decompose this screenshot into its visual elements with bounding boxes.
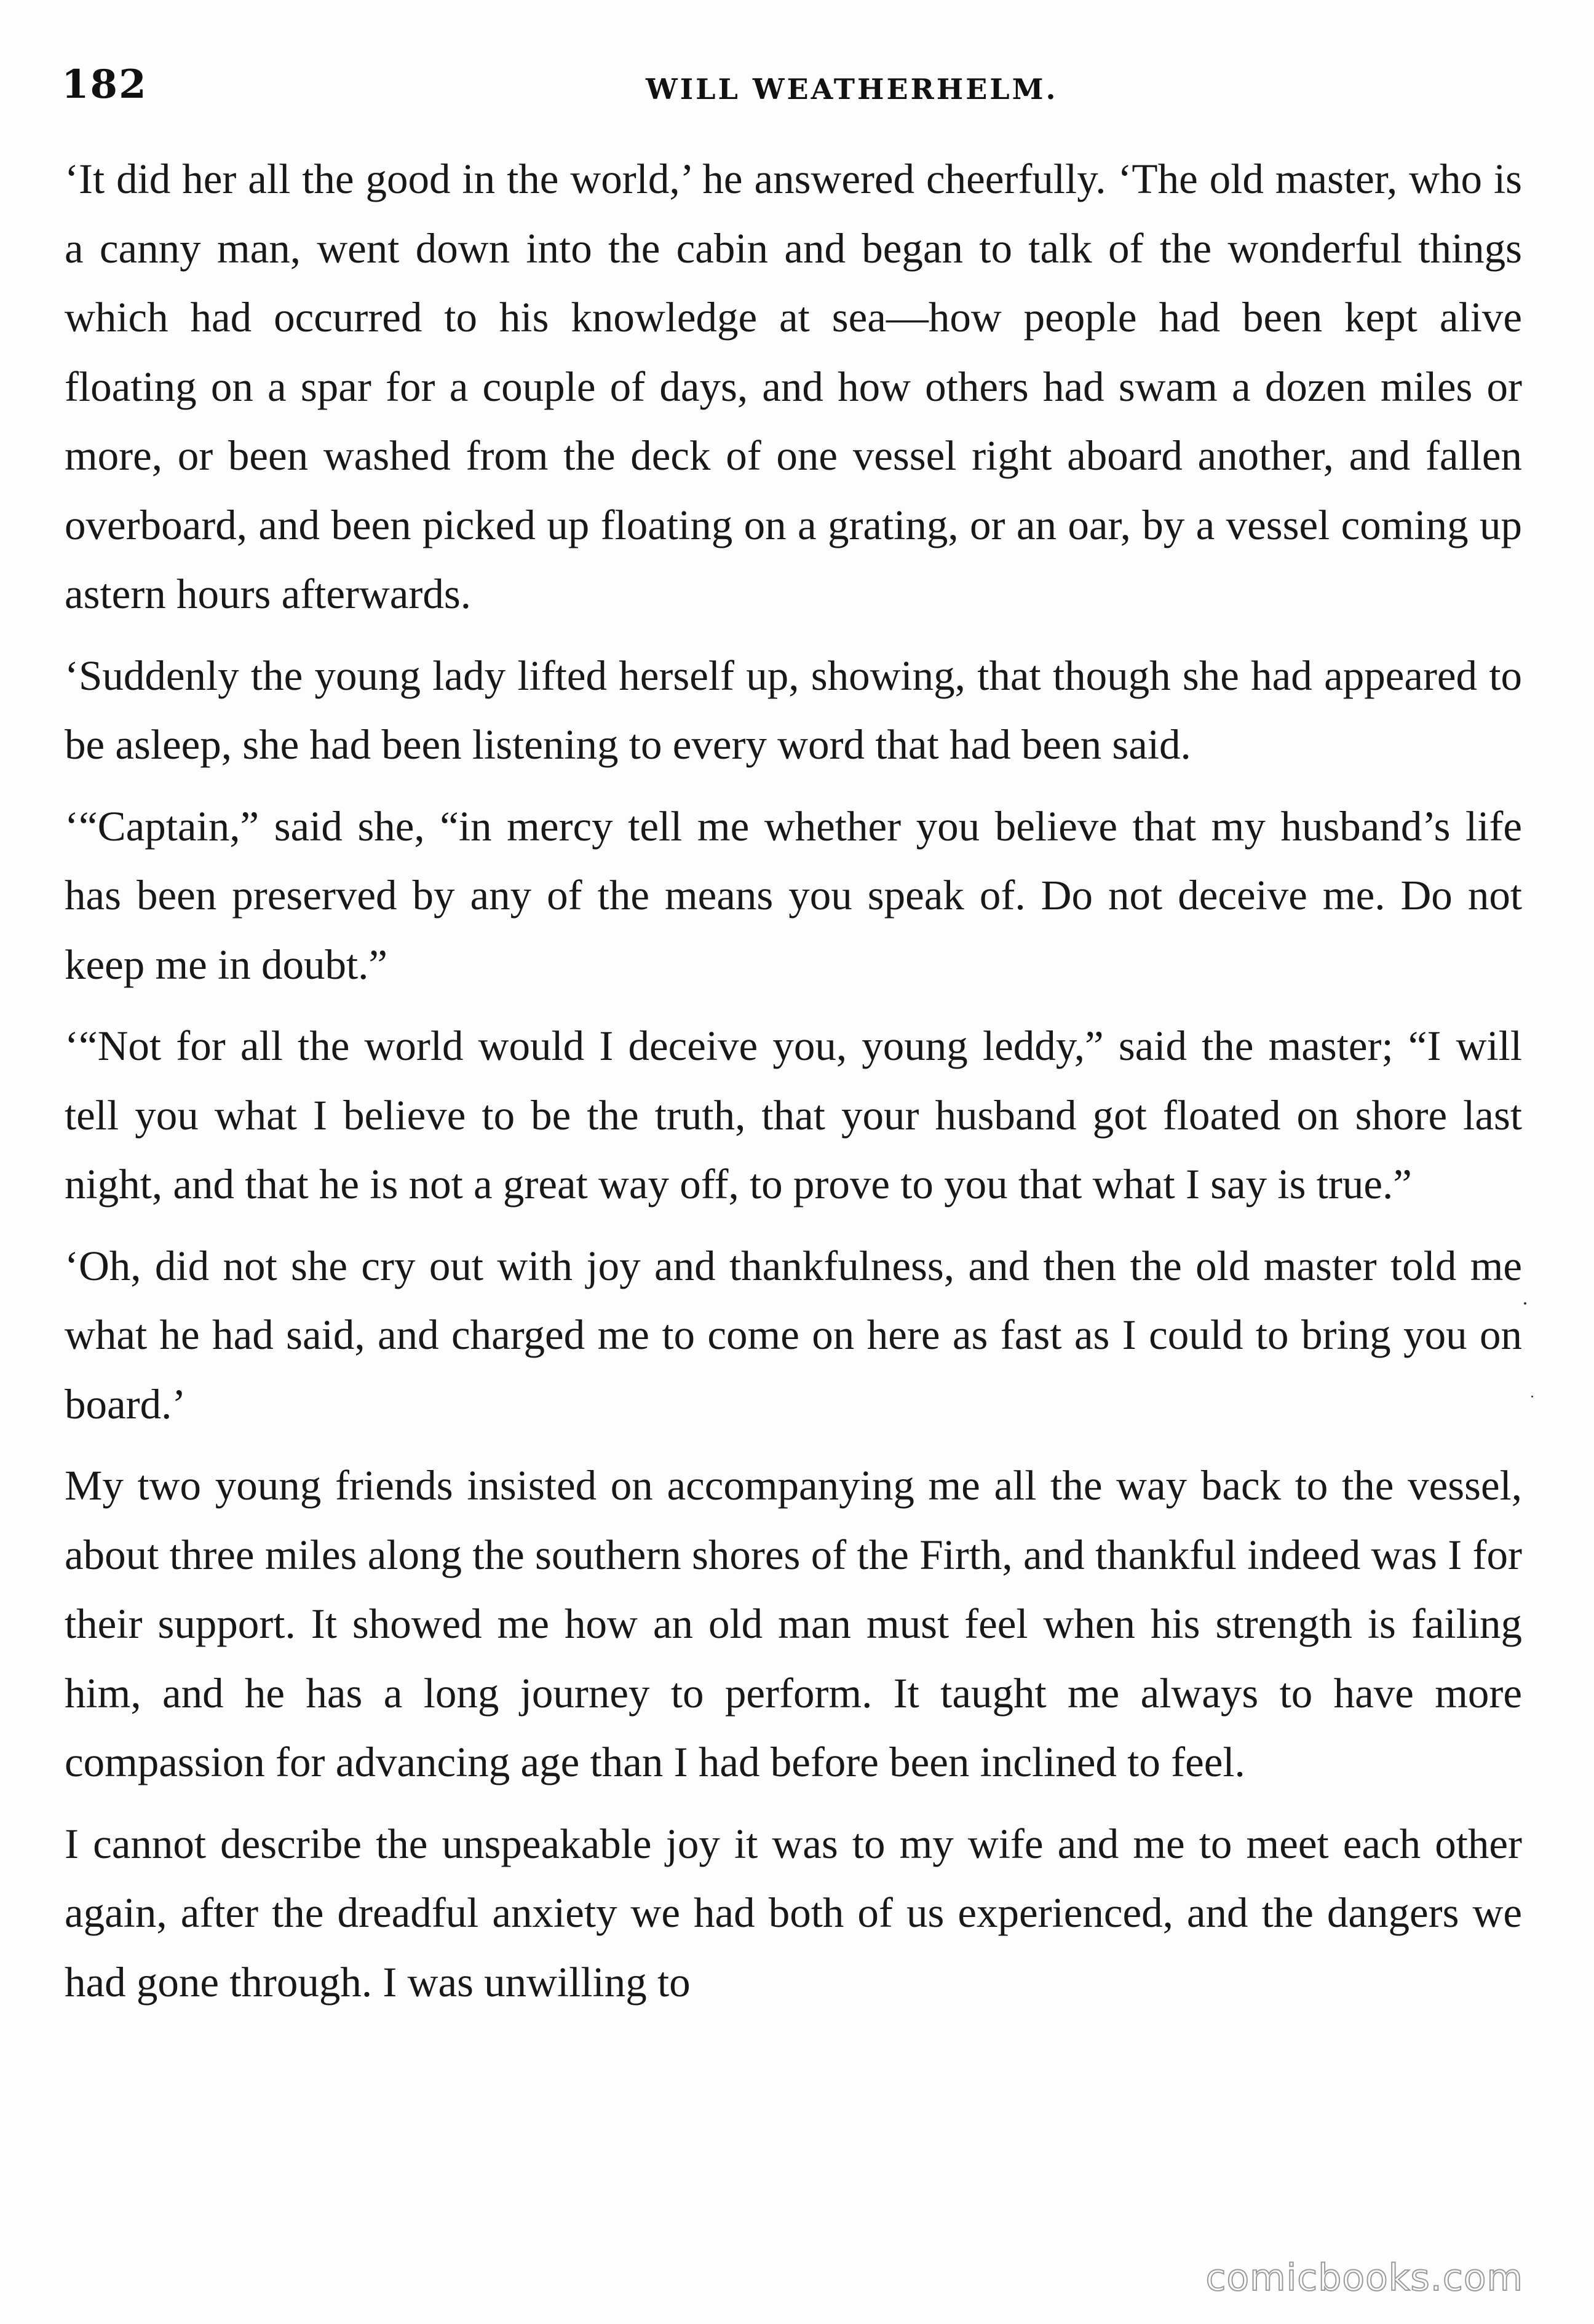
- body-text: [65, 144, 1522, 2029]
- page-header: [61, 61, 1525, 117]
- watermark: comicbooks.com: [1205, 2256, 1523, 2299]
- running-head: WILL WEATHERHELM.: [646, 73, 1058, 106]
- paragraph-2: ‘Suddenly the young lady lifted herself up, showing, that though she had appeared to be asleep, she had been listening to every word that had been said.: [65, 652, 1522, 768]
- paragraph-3: ‘“Captain,” said she, “in mercy tell me whether you believe that my husband’s life has been preserved by any of the means you speak of. Do not deceive me. Do not keep me in doubt.”: [65, 802, 1522, 988]
- paragraph-7: I cannot describe the unspeakable joy it was to my wife and me to meet each other again, after the dreadful anxiety we had both of us experienced, and the dangers we had gone through. I was unwilling to: [65, 1820, 1522, 2006]
- paragraph-6: My two young friends insisted on accompanying me all the way back to the vessel, about three miles along the southern shores of the Firth, and thankful indeed was I for their support. It showed me how an old man must feel when his strength is failing him, and he has a long journey to perform. It taught me always to have more compassion for advancing age than I had before been inclined to feel.: [65, 1462, 1522, 1785]
- paragraph-1: ‘It did her all the good in the world,’ he answered cheerfully. ‘The old master, who is a canny man, went down into the cabin and began to talk of the wonderful things which had occurred to his knowledge at sea—how people had been kept alive floating on a spar for a couple of days, and how others had swam a dozen miles or more, or been washed from the deck of one vessel right aboard another, and fallen overboard, and been picked up floating on a grating, or an oar, by a vessel coming up astern hours afterwards.: [65, 156, 1522, 617]
- paragraph-4: ‘“Not for all the world would I deceive you, young leddy,” said the master; “I will tell you what I believe to be the truth, that your husband got floated on shore last night, and that he is not a great way off, to prove to you that what I say is true.”: [65, 1022, 1522, 1207]
- ink-speck: [1524, 1302, 1526, 1305]
- ink-speck: [1531, 1396, 1533, 1397]
- paragraph-5: ‘Oh, did not she cry out with joy and thankfulness, and then the old master told me what he had said, and charged me to come on here as fast as I could to bring you on board.’: [65, 1242, 1522, 1428]
- page-number: 182: [61, 61, 148, 108]
